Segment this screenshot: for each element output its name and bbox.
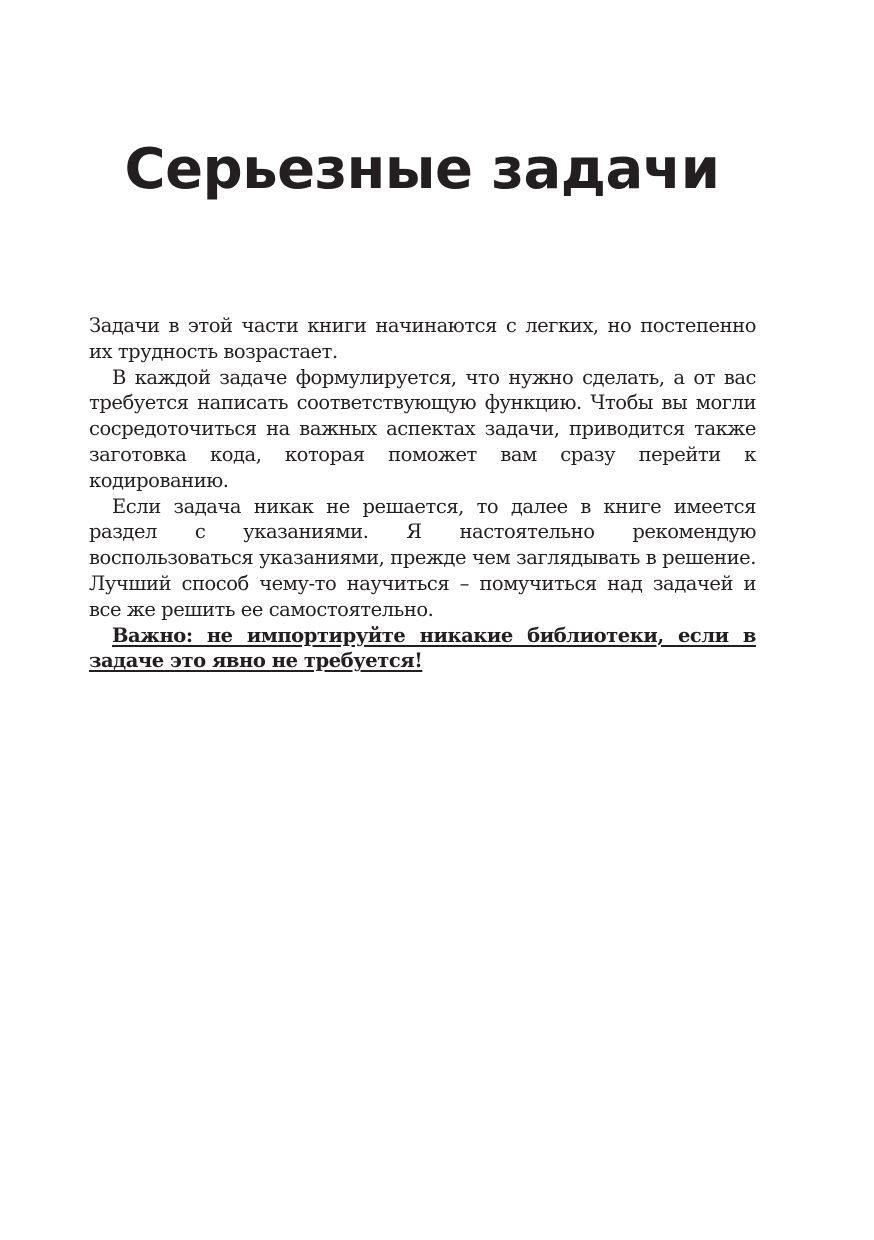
paragraph-task-format: В каждой задаче формулируется, что нужно сделать, а от вас требуется написать соответствующую функцию. Чтобы вы могли сосредоточиться на важных аспектах задачи, приводится также заготовка кода, которая поможет вам сразу перейти к кодированию. (89, 365, 756, 492)
important-note: Важно: не импортируйте никакие библиотеки, если в задаче это явно не требуется! (89, 623, 756, 673)
paragraph-intro: Задачи в этой части книги начинаются с легких, но постепенно их трудность возрастает. (89, 314, 756, 363)
paragraph-hints: Если задача никак не решается, то далее в книге имеется раздел с указаниями. Я настоятельно рекомендую воспользоваться указаниями, прежде чем заглядывать в решение. Лучший способ чему-то научиться – помучиться над задачей и все же решить ее самостоятельно. (89, 494, 756, 621)
chapter-title: Серьезные задачи (124, 137, 720, 202)
chapter-intro-text (89, 313, 756, 674)
paragraph-important (89, 623, 756, 675)
